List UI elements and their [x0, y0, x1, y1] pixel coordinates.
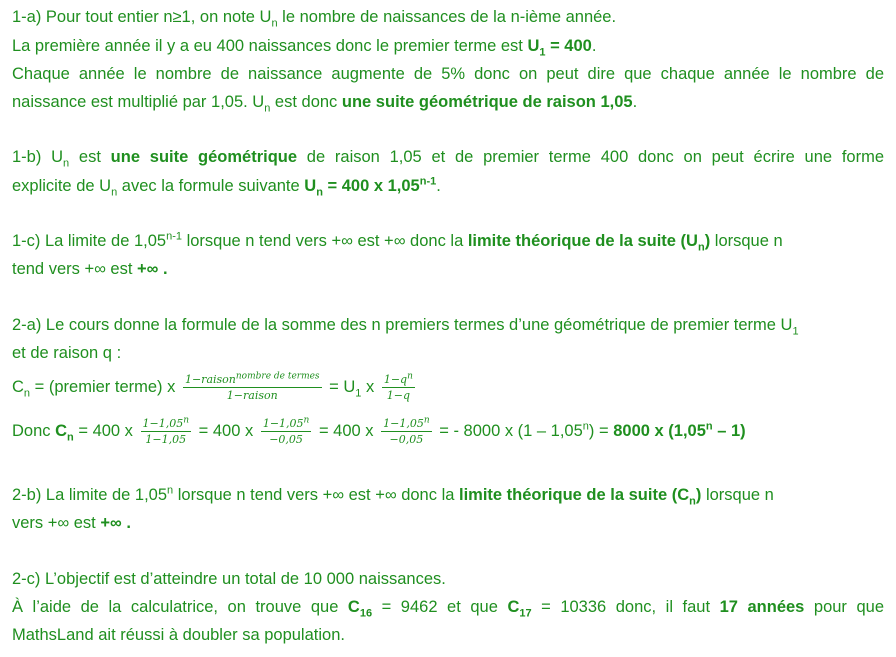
s2b-line2: vers +∞ est +∞ . — [12, 514, 131, 532]
s1c-line2: tend vers +∞ est +∞ . — [12, 260, 168, 278]
fraction-1: $\frac{1-1,05^n}{1-1,05}$ — [142, 415, 190, 447]
fraction-3: $\frac{1-1,05^n}{-0,05}$ — [383, 415, 430, 447]
s2a-line2: et de raison q : — [12, 344, 122, 362]
s1b-line1: 1-b) $U_n$ est une suite géométrique de raison 1,05 et de premier terme 400 donc on peut écrire une forme — [12, 148, 884, 170]
s1a-line2: La première année il y a eu 400 naissances donc le premier terme est $U_1 = 400$. — [12, 37, 597, 59]
s1c-line1: 1-c) La limite de 1,05$^{n-1}$ lorsque n tend vers +∞ est +∞ donc la limite théorique de la suite $(U_n)$ lorsque n — [12, 230, 783, 254]
s1a-line1: 1-a) Pour tout entier n≥1, on note $U_n$ le nombre de naissances de la n-ième année. — [12, 8, 617, 30]
s1a-line3: Chaque année le nombre de naissance augmente de 5% donc on peut dire que chaque année le nombre de — [12, 65, 884, 83]
s2a-formula-general: $C_n$ = (premier terme) x $\frac{1-raison^{nombre de termes}}{\text{1−raison}}$ = $U_1$ x $\frac{1-q^n}{1-q}$ — [12, 371, 413, 403]
s2c-line1: 2-c) L’objectif est d’atteindre un total de 10 000 naissances. — [12, 570, 446, 588]
s2c-line3: MathsLand ait réussi à doubler sa population. — [12, 626, 345, 644]
s1b-line2: explicite de $U_n$ avec la formule suivante $U_n = 400$ x 1,05$^{n-1}$. — [12, 175, 441, 199]
fraction-general: $\frac{1-raison^{nombre de termes}}{\text{1−raison}}$ — [184, 371, 320, 403]
fraction-2: $\frac{1-1,05^n}{-0,05}$ — [262, 415, 310, 447]
s2c-line2: À l’aide de la calculatrice, on trouve que $C_{16} = 9462$ et que $C_{17} = 10336$ donc, il faut 17 années pour que — [12, 598, 884, 620]
s1a-line4: naissance est multiplié par 1,05. $U_n$ est donc une suite géométrique de raison 1,05. — [12, 93, 638, 115]
s2a-formula-numeric: Donc $C_n = 400$ x $\frac{1-1,05^n}{1-1,05}$ = 400 x $\frac{1-1,05^n}{-0,05}$ = 400 x $\frac{1-1,05^n}{-0,05}$ = - 8000 x $(1 - 1,05^n) = 8000$ x (1,05$^n$ – 1) — [12, 415, 746, 447]
s2b-line1: 2-b) La limite de 1,05$^n$ lorsque n tend vers +∞ est +∞ donc la limite théorique de la suite $(C_n)$ lorsque n — [12, 484, 774, 508]
fraction-q: $\frac{1-q^n}{1-q}$ — [383, 371, 413, 403]
s2a-line1: 2-a) Le cours donne la formule de la somme des n premiers termes d’une géométrique de premier terme $U_1$ — [12, 316, 799, 338]
